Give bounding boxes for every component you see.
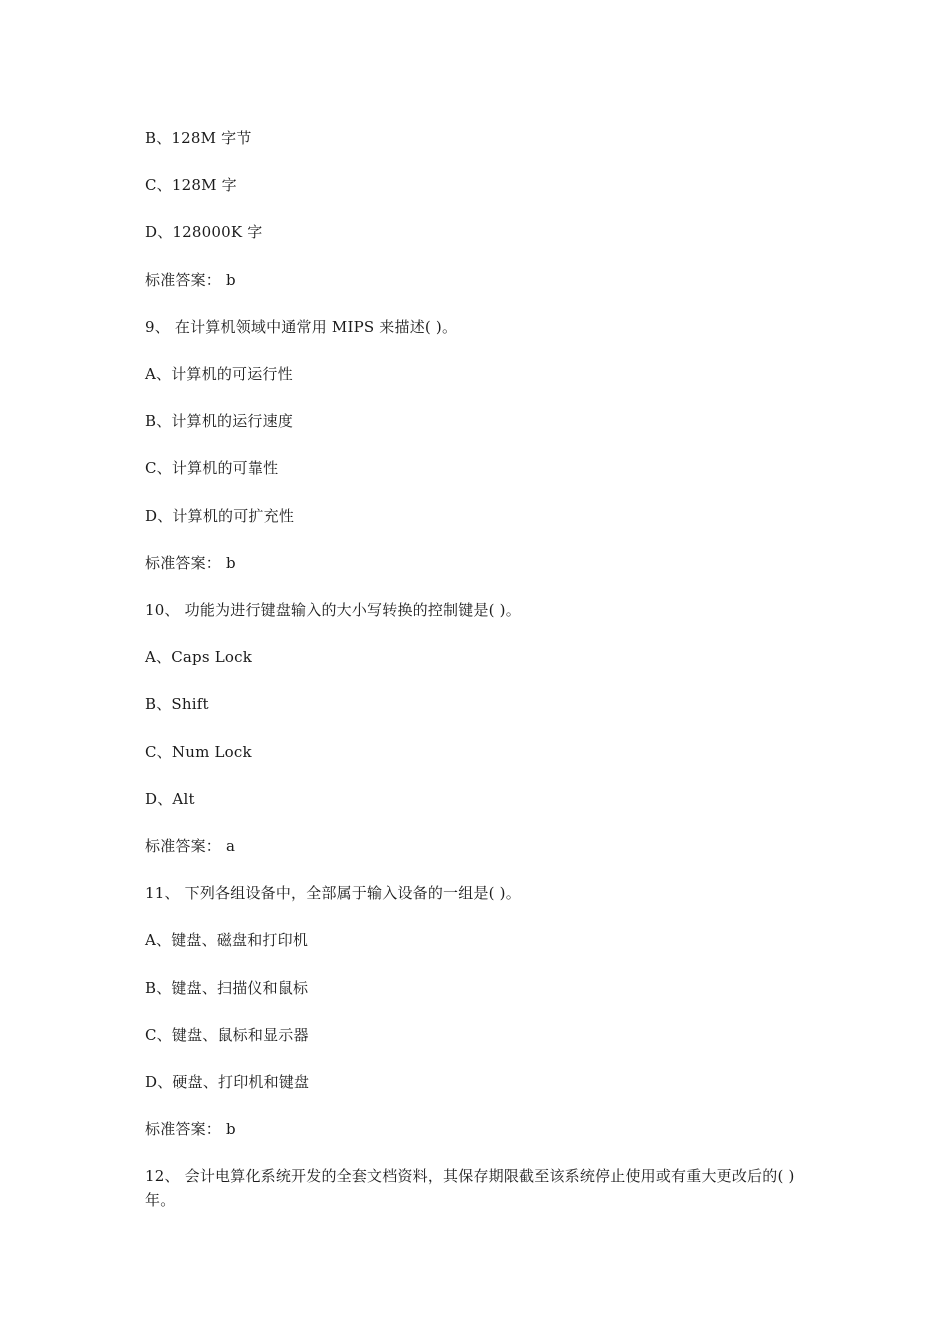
option-line: B、128M 字节 xyxy=(145,129,252,147)
option-line: C、键盘、鼠标和显示器 xyxy=(145,1026,309,1044)
option-line: C、计算机的可靠性 xyxy=(145,459,279,477)
option-line: D、Alt xyxy=(145,790,195,808)
answer-line: 标准答案： a xyxy=(145,837,236,855)
option-line: D、硬盘、打印机和键盘 xyxy=(145,1073,310,1091)
option-line: C、Num Lock xyxy=(145,743,252,761)
option-line: B、键盘、扫描仪和鼠标 xyxy=(145,979,309,997)
option-line: B、Shift xyxy=(145,695,209,713)
option-line: A、键盘、磁盘和打印机 xyxy=(145,931,309,949)
answer-line: 标准答案： b xyxy=(145,554,236,572)
option-line: D、128000K 字 xyxy=(145,223,263,241)
option-line: D、计算机的可扩充性 xyxy=(145,507,295,525)
question-line: 12、 会计电算化系统开发的全套文档资料，其保存期限截至该系统停止使用或有重大更改后的( )年。 xyxy=(145,1167,795,1209)
option-line: B、计算机的运行速度 xyxy=(145,412,294,430)
question-line: 9、 在计算机领域中通常用 MIPS 来描述( )。 xyxy=(145,318,458,336)
option-line: A、Caps Lock xyxy=(145,648,253,666)
question-line: 11、 下列各组设备中，全部属于输入设备的一组是( )。 xyxy=(145,884,521,902)
option-line: A、计算机的可运行性 xyxy=(145,365,293,383)
question-line: 10、 功能为进行键盘输入的大小写转换的控制键是( )。 xyxy=(145,601,521,619)
answer-line: 标准答案： b xyxy=(145,1120,236,1138)
answer-line: 标准答案： b xyxy=(145,271,236,289)
option-line: C、128M 字 xyxy=(145,176,237,194)
